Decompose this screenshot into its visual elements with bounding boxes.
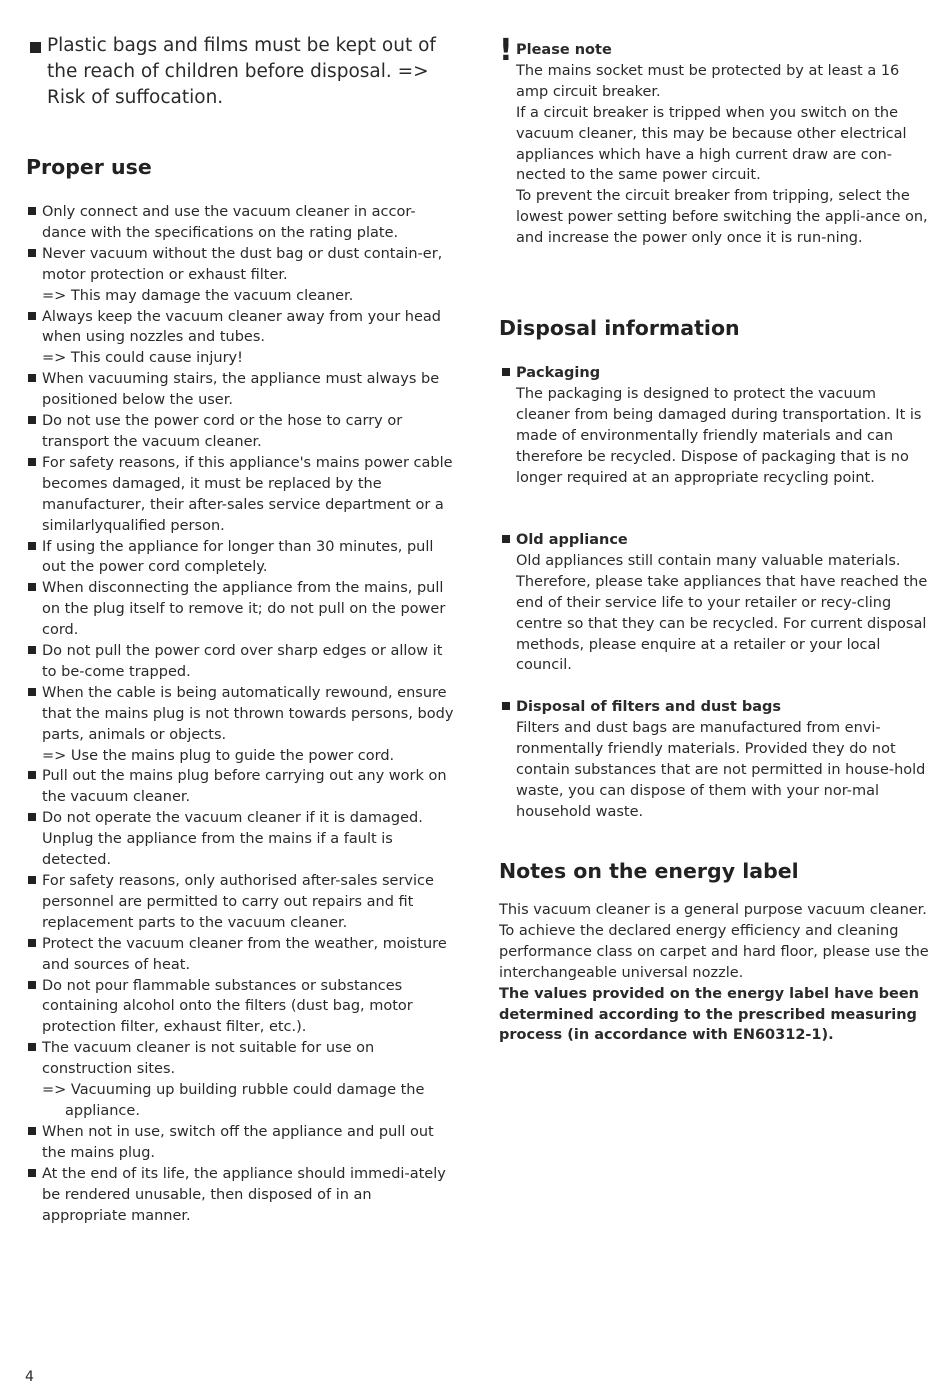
list-item: Never vacuum without the dust bag or dust contain-er, motor protection or exhaust filter. => This may damage the vacuum cleaner. [26,244,456,307]
bullet-square-icon [28,416,36,424]
bullet-square-icon [28,312,36,320]
list-item: Do not pull the power cord over sharp edges or allow it to be-come trapped. [26,641,456,683]
bullet-square-icon [502,368,510,376]
list-item: Always keep the vacuum cleaner away from your head when using nozzles and tubes. => This could cause injury! [26,307,456,370]
list-item: For safety reasons, only authorised after-sales service personnel are permitted to carry out repairs and fit replacement parts to the vacuum cleaner. [26,871,456,934]
bullet-square-icon [28,876,36,884]
list-item: Protect the vacuum cleaner from the weather, moisture and sources of heat. [26,934,456,976]
bullet-square-icon [502,702,510,710]
bullet-square-icon [502,535,510,543]
disposal-item-title: Disposal of filters and dust bags [516,699,782,715]
disposal-item-packaging [499,363,931,488]
bullet-square-icon [28,249,36,257]
list-item: When vacuuming stairs, the appliance must always be positioned below the user. [26,369,456,411]
please-note-box [499,33,931,249]
disposal-item-body: Filters and dust bags are manufactured from envi-ronmentally friendly materials. Provided they do not contain substances that are not permitted in house-hold waste, you can dispose of them with your nor-mal household waste. [516,719,926,820]
energy-label-notes [499,900,931,1046]
list-item: Do not use the power cord or the hose to carry or transport the vacuum cleaner. [26,411,456,453]
bullet-square-icon [28,1127,36,1135]
disposal-item-body: The packaging is designed to protect the vacuum cleaner from being damaged during transportation. It is made of environmentally friendly materials and can therefore be recycled. Dispose of packaging that is no longer required at an appropriate recycling point. [516,385,922,486]
disposal-item-title: Old appliance [516,532,628,548]
energy-paragraph: This vacuum cleaner is a general purpose vacuum cleaner. [499,902,927,918]
please-note-paragraph: If a circuit breaker is tripped when you switch on the vacuum cleaner, this may be because other electrical appliances which have a high current draw are con-nected to the same power circuit. [516,104,907,184]
bullet-square-icon [28,646,36,654]
energy-paragraph: To achieve the declared energy efficiency and cleaning performance class on carpet and hard floor, please use the interchangeable universal nozzle. [499,922,929,981]
bullet-square-icon [28,1169,36,1177]
list-item-note: => Use the mains plug to guide the power cord. [42,747,395,764]
please-note-paragraph: The mains socket must be protected by at least a 16 amp circuit breaker. [516,62,900,100]
list-item-note: => This may damage the vacuum cleaner. [42,287,354,304]
proper-use-list [26,202,456,1226]
list-item: The vacuum cleaner is not suitable for use on construction sites. => Vacuuming up building rubble could damage the appliance. [26,1038,456,1122]
intro-warning-text: Plastic bags and films must be kept out of the reach of children before disposal. => Risk of suffocation. [47,35,436,108]
please-note-paragraph: To prevent the circuit breaker from tripping, select the lowest power setting before switching the appli-ance on, and increase the power only once it is run-ning. [516,188,928,247]
disposal-item-body: Old appliances still contain many valuable materials. Therefore, please take appliances that have reached the end of their service life to your retailer or recy-cling centre so that they can be recycled. For current disposal methods, please enquire at a retailer or your local council. [516,552,928,674]
list-item: Only connect and use the vacuum cleaner in accor-dance with the specifications on the rating plate. [26,202,456,244]
bullet-square-icon [28,688,36,696]
bullet-square-icon [30,42,41,53]
list-item: When not in use, switch off the appliance and pull out the mains plug. [26,1122,456,1164]
bullet-square-icon [28,207,36,215]
bullet-square-icon [28,458,36,466]
list-item: When disconnecting the appliance from the mains, pull on the plug itself to remove it; do not pull on the power cord. [26,578,456,641]
bullet-square-icon [28,981,36,989]
list-item: At the end of its life, the appliance should immedi-ately be rendered unusable, then disposed of in an appropriate manner. [26,1164,456,1227]
bullet-square-icon [28,583,36,591]
proper-use-heading: Proper use [26,155,152,179]
list-item-note: => Vacuuming up building rubble could damage the appliance. [42,1082,425,1119]
exclamation-icon: ! [499,33,513,68]
bullet-square-icon [28,1043,36,1051]
energy-bold-paragraph: The values provided on the energy label have been determined according to the prescribed measuring process (in accordance with EN60312-1). [499,985,919,1044]
bullet-square-icon [28,771,36,779]
disposal-item-title: Packaging [516,365,601,381]
disposal-item-filters [499,697,931,822]
list-item: Pull out the mains plug before carrying out any work on the vacuum cleaner. [26,766,456,808]
disposal-heading: Disposal information [499,316,740,340]
list-item-note: => This could cause injury! [42,350,243,367]
bullet-square-icon [28,939,36,947]
bullet-square-icon [28,374,36,382]
list-item: Do not operate the vacuum cleaner if it is damaged. Unplug the appliance from the mains if a fault is detected. [26,808,456,871]
disposal-item-old-appliance [499,530,931,676]
bullet-square-icon [28,542,36,550]
list-item: Do not pour flammable substances or substances containing alcohol onto the filters (dust bag, motor protection filter, exhaust filter, etc.). [26,976,456,1039]
list-item: When the cable is being automatically rewound, ensure that the mains plug is not thrown towards persons, body parts, animals or objects. => Use the mains plug to guide the power cord. [26,683,456,767]
energy-label-heading: Notes on the energy label [499,859,799,883]
intro-warning [30,33,460,111]
please-note-title: Please note [516,42,612,58]
list-item: For safety reasons, if this appliance's mains power cable becomes damaged, it must be replaced by the manufacturer, their after-sales service department or a similarlyqualified person. [26,453,456,537]
list-item: If using the appliance for longer than 30 minutes, pull out the power cord completely. [26,537,456,579]
bullet-square-icon [28,813,36,821]
page-number: 4 [25,1369,34,1385]
